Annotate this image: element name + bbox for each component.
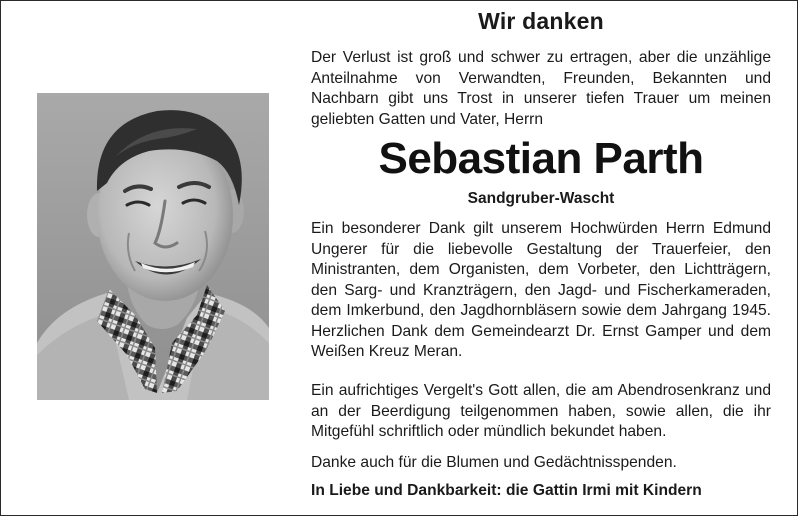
heading: Wir danken	[478, 8, 604, 34]
intro-paragraph: Der Verlust ist groß und schwer zu ertragen, aber die unzählige Anteilnahme von Verwandten, Freunden, Bekannten und Nachbarn gibt uns Trost in unserer tiefen Trauer um meinen geliebten Gatten und Vater, Herrn	[311, 49, 771, 128]
deceased-name: Sebastian Parth	[378, 134, 704, 183]
portrait-photo	[37, 93, 269, 400]
thanks-paragraph: Ein besonderer Dank gilt unserem Hochwürden Herrn Edmund Ungerer für die liebevolle Gestaltung der Trauerfeier, den Ministranten, dem Organisten, dem Vorbeter, den Lichtträgern, den Sarg- und Kranzträgern, den Jagd- und Fischerkameraden, dem Imkerbund, den Jagdhornbläsern sowie dem Jahrgang 1945. Herzlichen Dank dem Gemeindearzt Dr. Ernst Gamper und dem Weißen Kreuz Meran.	[311, 220, 771, 360]
closing-signature: In Liebe und Dankbarkeit: die Gattin Irmi mit Kindern	[311, 482, 702, 499]
flowers-paragraph: Danke auch für die Blumen und Gedächtnisspenden.	[311, 454, 677, 471]
deceased-house-name: Sandgruber-Wascht	[467, 190, 615, 207]
vergelts-paragraph: Ein aufrichtiges Vergelt's Gott allen, die am Abendrosenkranz und an der Beerdigung teilgenommen haben, sowie allen, die ihr Mitgefühl schriftlich oder mündlich bekundet haben.	[311, 382, 771, 440]
